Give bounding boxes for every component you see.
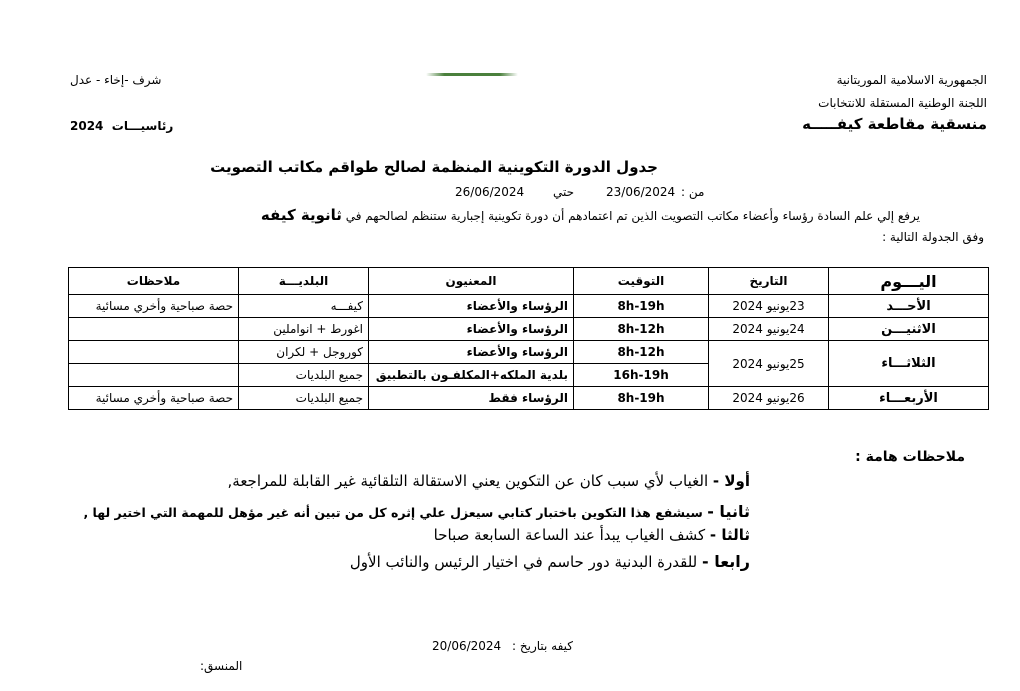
cell-notes — [69, 318, 239, 341]
header-notes: ملاحظات — [69, 268, 239, 295]
cell-day: الثلاثـــاء — [829, 341, 989, 387]
cell-time: 8h-19h — [574, 295, 709, 318]
note-text: سيشفع هذا التكوين باختبار كتابي سيعزل علي إثره كل من تبين أنه غير مؤهل للمهمة التي اختير لها , — [83, 505, 703, 520]
cell-concerned: الرؤساء والأعضاء — [369, 341, 574, 364]
note-item — [350, 552, 750, 571]
table-row — [69, 318, 989, 341]
note-text: للقدرة البدنية دور حاسم في اختيار الرئيس والنائب الأول — [349, 553, 698, 571]
period-to-date: 26/06/2024 — [455, 185, 525, 199]
cell-concerned: الرؤساء والأعضاء — [369, 318, 574, 341]
table-row — [69, 295, 989, 318]
cell-time: 8h-12h — [574, 341, 709, 364]
cell-date: 26يونيو 2024 — [709, 387, 829, 410]
table-row — [69, 341, 989, 364]
note-label: أولا - — [712, 472, 750, 490]
header-elections — [70, 119, 173, 133]
cell-day: الأربعـــاء — [829, 387, 989, 410]
intro-body: يرفع إلي علم السادة رؤساء وأعضاء مكاتب التصويت الذين تم اعتمادهم أن دورة تكوينية إجبارية ستنظم لصالحهم في — [345, 209, 920, 223]
cell-day: الاثنيـــن — [829, 318, 989, 341]
cell-time: 16h-19h — [574, 364, 709, 387]
footer-signatory: المنسق: — [200, 659, 243, 673]
header-republic: الجمهورية الاسلامية الموريتانية — [836, 73, 987, 87]
cell-concerned: الرؤساء فقط — [369, 387, 574, 410]
note-item — [83, 502, 750, 521]
footer-date: 20/06/2024 — [432, 639, 502, 653]
document-title: جدول الدورة التكوينية المنظمة لصالح طواقم مكاتب التصويت — [210, 158, 658, 176]
period-to-label: حتي — [553, 185, 575, 199]
header-coordination: منسقية مقاطعة كيفـــــه — [802, 115, 987, 133]
header-motto: شرف -إخاء - عدل — [70, 73, 162, 87]
cell-notes — [69, 341, 239, 364]
decorative-green-line — [426, 73, 518, 76]
cell-notes: حصة صباحية وأخري مسائية — [69, 295, 239, 318]
cell-municipality: جميع البلديات — [239, 387, 369, 410]
note-item — [434, 526, 750, 544]
period-from-label: من : — [681, 185, 705, 199]
cell-time: 8h-19h — [574, 387, 709, 410]
cell-day: الأحـــد — [829, 295, 989, 318]
cell-municipality: جميع البلديات — [239, 364, 369, 387]
cell-concerned: الرؤساء والأعضاء — [369, 295, 574, 318]
note-label: ثانيا - — [707, 502, 750, 521]
cell-concerned: بلدية الملكه+المكلفـون بالتطبيق — [369, 364, 574, 387]
table-row — [69, 387, 989, 410]
note-label: رابعا - — [702, 552, 750, 571]
elections-year: 2024 — [70, 119, 104, 133]
table-header-row — [69, 268, 989, 295]
schedule-table — [68, 267, 989, 410]
cell-municipality: كوروجل + لكران — [239, 341, 369, 364]
period-from-date: 23/06/2024 — [606, 185, 676, 199]
cell-date: 23يونيو 2024 — [709, 295, 829, 318]
cell-date: 24يونيو 2024 — [709, 318, 829, 341]
footer-date-label: كيفه بتاريخ : — [512, 639, 574, 653]
intro-place: ثانوية كيفه — [260, 206, 342, 224]
cell-notes: حصة صباحية وأخري مسائية — [69, 387, 239, 410]
cell-date: 25يونيو 2024 — [709, 341, 829, 387]
header-time: التوقيت — [574, 268, 709, 295]
note-item — [228, 472, 750, 490]
cell-municipality: اغورط + انواملين — [239, 318, 369, 341]
header-commission: اللجنة الوطنية المستقلة للانتخابات — [818, 96, 987, 110]
notes-title: ملاحظات هامة : — [855, 449, 965, 465]
elections-word: رئاسيـــات — [111, 119, 174, 133]
cell-municipality: كيفـــه — [239, 295, 369, 318]
cell-notes — [69, 364, 239, 387]
note-text: كشف الغياب يبدأ عند الساعة السابعة صباحا — [433, 526, 706, 544]
note-text: الغياب لأي سبب كان عن التكوين يعني الاستقالة التلقائية غير القابلة للمراجعة, — [227, 472, 709, 490]
header-municipality: البلديـــة — [239, 268, 369, 295]
note-label: ثالثا - — [709, 526, 750, 544]
header-date: التاريخ — [709, 268, 829, 295]
cell-time: 8h-12h — [574, 318, 709, 341]
header-day: اليـــوم — [829, 268, 989, 295]
header-concerned: المعنيون — [369, 268, 574, 295]
intro-line2: وفق الجدولة التالية : — [882, 230, 984, 244]
intro-text — [261, 206, 920, 224]
